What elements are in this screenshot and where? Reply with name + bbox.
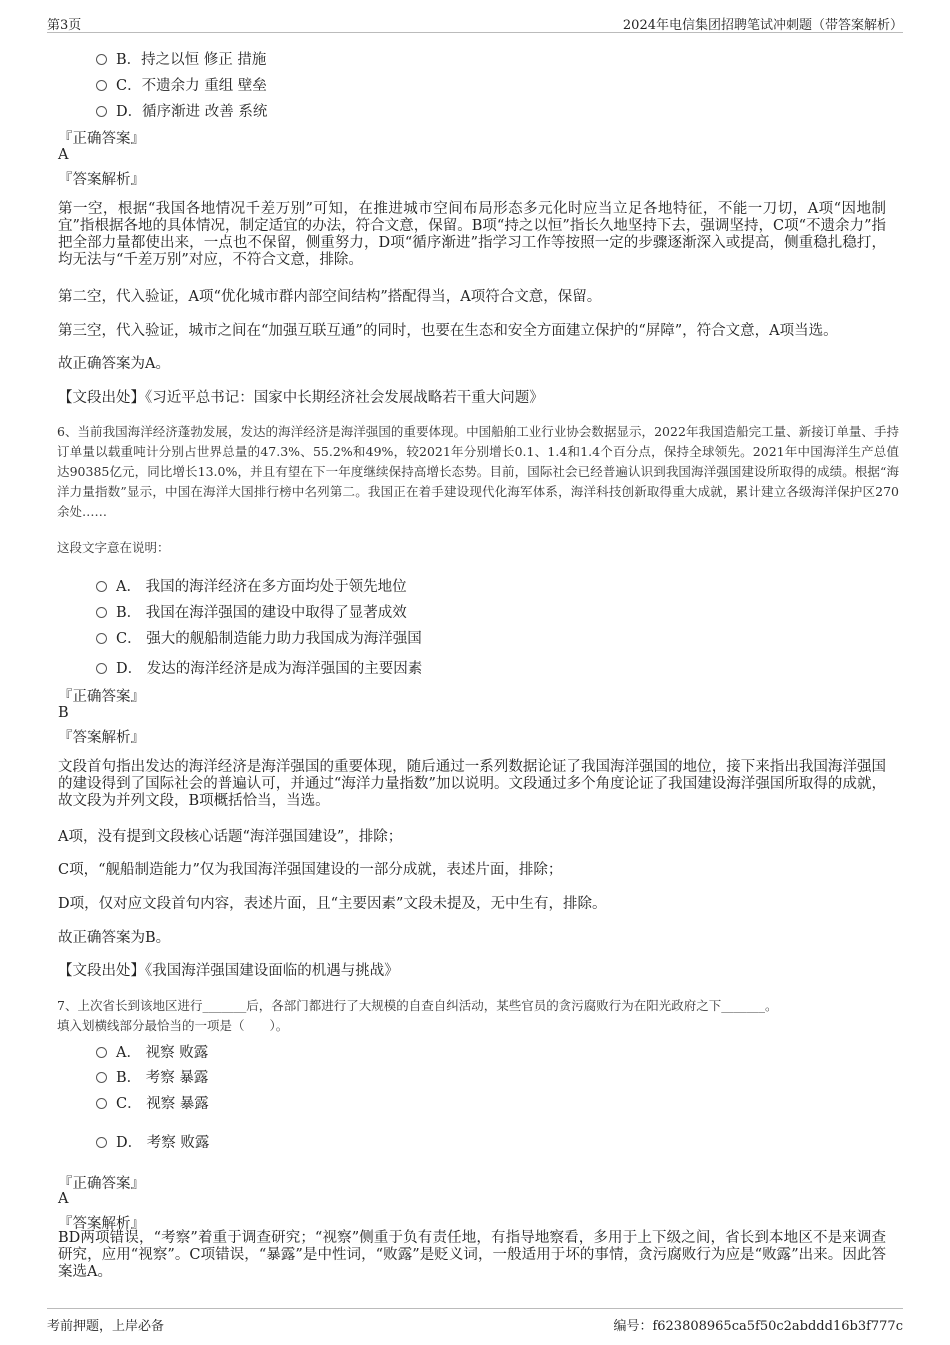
footer-slogan: 考前押题，上岸必备 [47, 1319, 165, 1334]
q7-option-a[interactable]: A． 视察 败露 [96, 1041, 208, 1062]
q6-answer: B [58, 705, 69, 721]
q6-stem: 6、当前我国海洋经济蓬勃发展，发达的海洋经济是海洋强国的重要体现。中国船舶工业行业协会数据显示，2022年我国造船完工量、新接订单量、手持订单量以载重吨计分别占世界总量的47.3%、55.2%和49%，较2021年分别增长0.1、1.4和1.4个百分点，保持全球领先。2021年中国海洋生产总值达90385亿元，同比增长13.0%，并且有望在下一年度继续保持高增长态势。目前，国际社会已经普遍认识到我国海洋强国建设所取得的成绩。根据“海洋力量指数”显示，中国在海洋大国排行榜中名列第二。我国正在着手建设现代化海军体系，海洋科技创新取得重大成就，累计建立各级海洋保护区270余处…… [57, 424, 899, 519]
q6-option-c[interactable]: C． 强大的舰船制造能力助力我国成为海洋强国 [96, 627, 422, 648]
q6-answer-label: 『正确答案』 [58, 689, 145, 705]
q6-analysis-p3: C项，“舰船制造能力”仅为我国海洋强国建设的一部分成就，表述片面，排除； [58, 862, 563, 878]
q5-answer: A [58, 147, 69, 163]
page-number: 第3页 [47, 18, 82, 33]
q5-analysis-p4: 故正确答案为A。 [58, 356, 170, 372]
radio-icon[interactable] [96, 1137, 107, 1148]
page-header [47, 12, 903, 33]
q6-option-d[interactable]: D． 发达的海洋经济是成为海洋强国的主要因素 [96, 657, 422, 678]
radio-icon[interactable] [96, 663, 107, 674]
q5-analysis-label: 『答案解析』 [58, 172, 145, 188]
document-id: 编号：f623808965ca5f50c2abddd16b3f777c [613, 1319, 903, 1334]
q6-analysis-p5: 故正确答案为B。 [58, 930, 171, 946]
radio-icon[interactable] [96, 80, 107, 91]
radio-icon[interactable] [96, 633, 107, 644]
q6-analysis-p4: D项，仅对应文段首句内容，表述片面，且“主要因素”文段未提及，无中生有，排除。 [58, 896, 607, 912]
q6-prompt: 这段文字意在说明： [57, 540, 170, 555]
radio-icon[interactable] [96, 581, 107, 592]
q5-option-b[interactable]: B．持之以恒 修正 措施 [96, 48, 266, 69]
q5-answer-label: 『正确答案』 [58, 131, 145, 147]
q7-stem: 7、上次省长到该地区进行_______后，各部门都进行了大规模的自查自纠活动，某些官员的贪污腐败行为在阳光政府之下_______。 [57, 998, 778, 1013]
q5-analysis-p1: 第一空，根据“我国各地情况千差万别”可知，在推进城市空间布局形态多元化时应当立足各地特征，不能一刀切，A项“因地制宜”指根据各地的具体情况，制定适宜的办法，符合文意，保留。B项“持之以恒”指长久地坚持下去，强调坚持，C项“不遗余力”指把全部力量都使出来，一点也不保留，侧重努力，D项“循序渐进”指学习工作等按照一定的步骤逐渐深入或提高，侧重稳扎稳打，均无法与“千差万别”对应，不符合文意，排除。 [58, 201, 886, 268]
q7-prompt: 填入划横线部分最恰当的一项是（ ）。 [57, 1018, 289, 1033]
q5-option-c[interactable]: C．不遗余力 重组 壁垒 [96, 74, 267, 95]
q7-answer-label: 『正确答案』 [58, 1176, 145, 1192]
q7-answer: A [58, 1191, 69, 1207]
radio-icon[interactable] [96, 1047, 107, 1058]
q7-analysis-label: 『答案解析』 [58, 1216, 145, 1232]
q7-option-c[interactable]: C． 视察 暴露 [96, 1092, 209, 1113]
q5-analysis-p3: 第三空，代入验证，城市之间在“加强互联互通”的同时，也要在生态和安全方面建立保护的“屏障”，符合文意，A项当选。 [58, 323, 838, 339]
q7-option-b[interactable]: B． 考察 暴露 [96, 1066, 208, 1087]
q5-option-d[interactable]: D．循序渐进 改善 系统 [96, 100, 267, 121]
radio-icon[interactable] [96, 106, 107, 117]
radio-icon[interactable] [96, 607, 107, 618]
q6-option-a[interactable]: A． 我国的海洋经济在多方面均处于领先地位 [96, 575, 407, 596]
q6-analysis-p1: 文段首句指出发达的海洋经济是海洋强国的重要体现，随后通过一系列数据论证了我国海洋强国的地位，接下来指出我国海洋强国的建设得到了国际社会的普遍认可，并通过“海洋力量指数”加以说明。文段通过多个角度论证了我国建设海洋强国所取得的成就，故文段为并列文段，B项概括恰当，当选。 [58, 759, 886, 809]
radio-icon[interactable] [96, 1098, 107, 1109]
q6-analysis-p2: A项，没有提到文段核心话题“海洋强国建设”，排除； [58, 829, 403, 845]
radio-icon[interactable] [96, 1072, 107, 1083]
q6-source: 【文段出处】《我国海洋强国建设面临的机遇与挑战》 [58, 963, 399, 979]
q5-source: 【文段出处】《习近平总书记：国家中长期经济社会发展战略若干重大问题》 [58, 390, 544, 406]
q5-analysis-p2: 第二空，代入验证，A项“优化城市群内部空间结构”搭配得当，A项符合文意，保留。 [58, 289, 602, 305]
q7-analysis: BD两项错误，“考察”着重于调查研究；“视察”侧重于负有责任地，有指导地察看，多用于上下级之间，省长到本地区不是来调查研究，应用“视察”。C项错误，“暴露”是中性词，“败露”是贬义词，一般适用于坏的事情，贪污腐败行为应是“败露”出来。因此答案选A。 [58, 1230, 886, 1280]
document-title: 2024年电信集团招聘笔试冲刺题（带答案解析） [622, 18, 903, 33]
q6-option-b[interactable]: B． 我国在海洋强国的建设中取得了显著成效 [96, 601, 407, 622]
page-footer [47, 1308, 903, 1333]
radio-icon[interactable] [96, 54, 107, 65]
q7-option-d[interactable]: D． 考察 败露 [96, 1131, 209, 1152]
q6-analysis-label: 『答案解析』 [58, 730, 145, 746]
